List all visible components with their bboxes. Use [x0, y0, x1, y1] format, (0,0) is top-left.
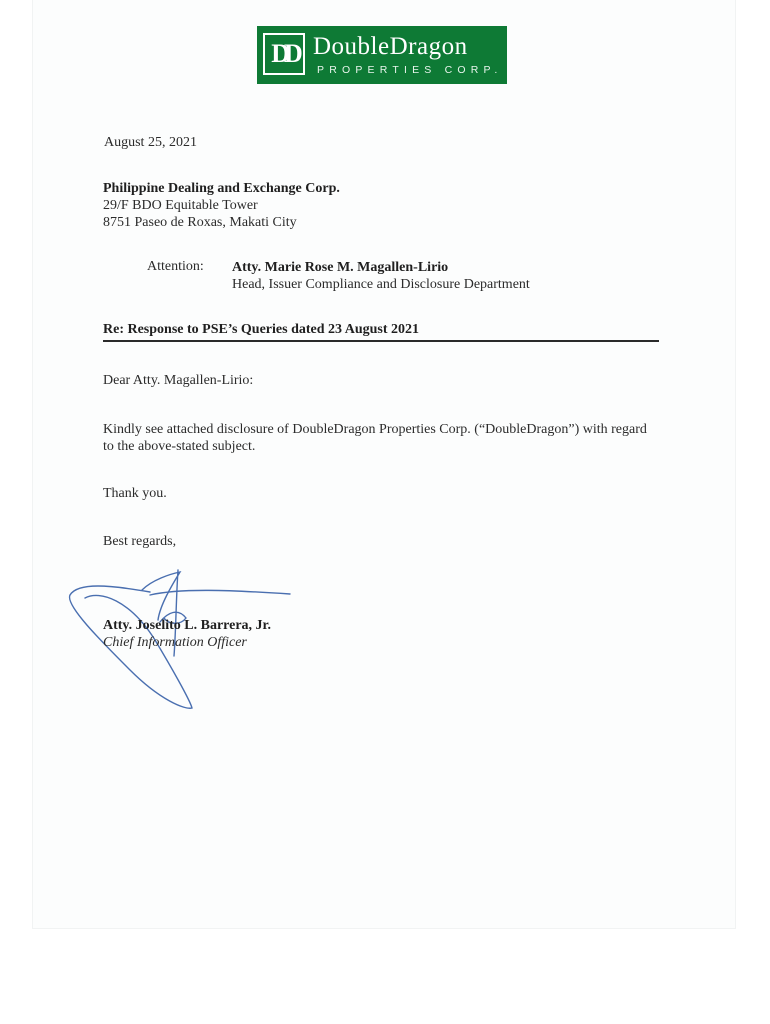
body-line-1: Kindly see attached disclosure of DoubleDragon Properties Corp. (“DoubleDragon”) with regard	[103, 422, 647, 437]
thank-you: Thank you.	[103, 486, 167, 501]
logo-company-sub: PROPERTIES CORP.	[317, 64, 503, 76]
logo-company-name: DoubleDragon	[313, 33, 468, 60]
recipient-address-2: 8751 Paseo de Roxas, Makati City	[103, 215, 297, 230]
signatory-title: Chief Information Officer	[103, 635, 247, 650]
salutation: Dear Atty. Magallen-Lirio:	[103, 373, 254, 388]
subject-line: Re: Response to PSE’s Queries dated 23 August 2021	[103, 322, 420, 337]
closing: Best regards,	[103, 534, 177, 549]
doubledragon-logo-icon	[257, 26, 507, 84]
letter-date: August 25, 2021	[104, 135, 197, 150]
attention-title: Head, Issuer Compliance and Disclosure Department	[232, 277, 530, 292]
attention-label: Attention:	[147, 259, 204, 274]
signatory-name: Atty. Joselito L. Barrera, Jr.	[103, 618, 271, 633]
logo-mark: DD	[263, 33, 305, 75]
attention-name: Atty. Marie Rose M. Magallen-Lirio	[232, 260, 449, 275]
subject-underline	[103, 340, 659, 342]
body-line-2: to the above-stated subject.	[103, 439, 256, 454]
recipient-address-1: 29/F BDO Equitable Tower	[103, 198, 258, 213]
recipient-org: Philippine Dealing and Exchange Corp.	[103, 181, 340, 196]
